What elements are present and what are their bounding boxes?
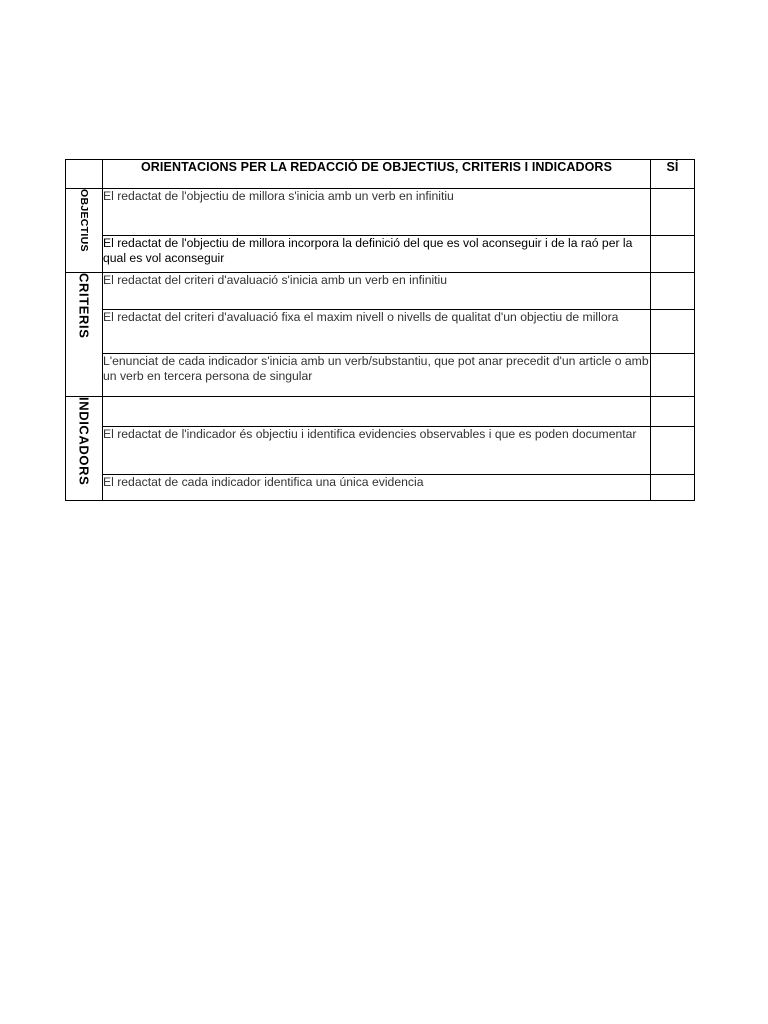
si-checkbox-cell[interactable]	[651, 236, 695, 273]
si-checkbox-cell[interactable]	[651, 189, 695, 236]
table-row	[66, 427, 695, 475]
criterion-text: El redactat de l'objectiu de millora s'inicia amb un verb en infinitiu	[103, 189, 651, 236]
si-checkbox-cell[interactable]	[651, 475, 695, 501]
si-checkbox-cell[interactable]	[651, 397, 695, 427]
section-label-objectius	[66, 189, 103, 273]
si-checkbox-cell[interactable]	[651, 310, 695, 354]
section-label-criteris	[66, 273, 103, 397]
table-row	[66, 189, 695, 236]
table-row	[66, 273, 695, 310]
criterion-text: El redactat del criteri d'avaluació fixa el maxim nivell o nivells de qualitat d'un objectiu de millora	[103, 310, 651, 354]
section-label-text: CRITERIS	[76, 273, 92, 339]
checklist-table	[65, 159, 695, 501]
table-row	[66, 354, 695, 397]
table-row	[66, 236, 695, 273]
header-corner-cell	[66, 160, 103, 189]
column-header-si: SÍ	[651, 160, 695, 189]
criterion-text: El redactat del criteri d'avaluació s'inicia amb un verb en infinitiu	[103, 273, 651, 310]
table-row	[66, 475, 695, 501]
table-row	[66, 310, 695, 354]
section-label-text: INDICADORS	[76, 397, 92, 486]
si-checkbox-cell[interactable]	[651, 273, 695, 310]
si-checkbox-cell[interactable]	[651, 427, 695, 475]
section-label-indicadors	[66, 397, 103, 501]
criterion-text: El redactat de l'indicador és objectiu i identifica evidencies observables i que es poden documentar	[103, 427, 651, 475]
si-checkbox-cell[interactable]	[651, 354, 695, 397]
table-title: ORIENTACIONS PER LA REDACCIÓ DE OBJECTIUS, CRITERIS I INDICADORS	[103, 160, 651, 189]
section-label-text: OBJECTIUS	[78, 189, 90, 252]
criterion-text: El redactat de cada indicador identifica una única evidencia	[103, 475, 651, 501]
criterion-text: L'enunciat de cada indicador s'inicia amb un verb/substantiu, que pot anar precedit d'un article o amb un verb en tercera persona de singular	[103, 354, 651, 397]
criterion-text: El redactat de l'objectiu de millora incorpora la definició del que es vol aconseguir i de la raó per la qual es vol aconseguir	[103, 236, 651, 273]
table-row	[66, 397, 695, 427]
criterion-text-empty	[103, 397, 651, 427]
header-row	[66, 160, 695, 189]
